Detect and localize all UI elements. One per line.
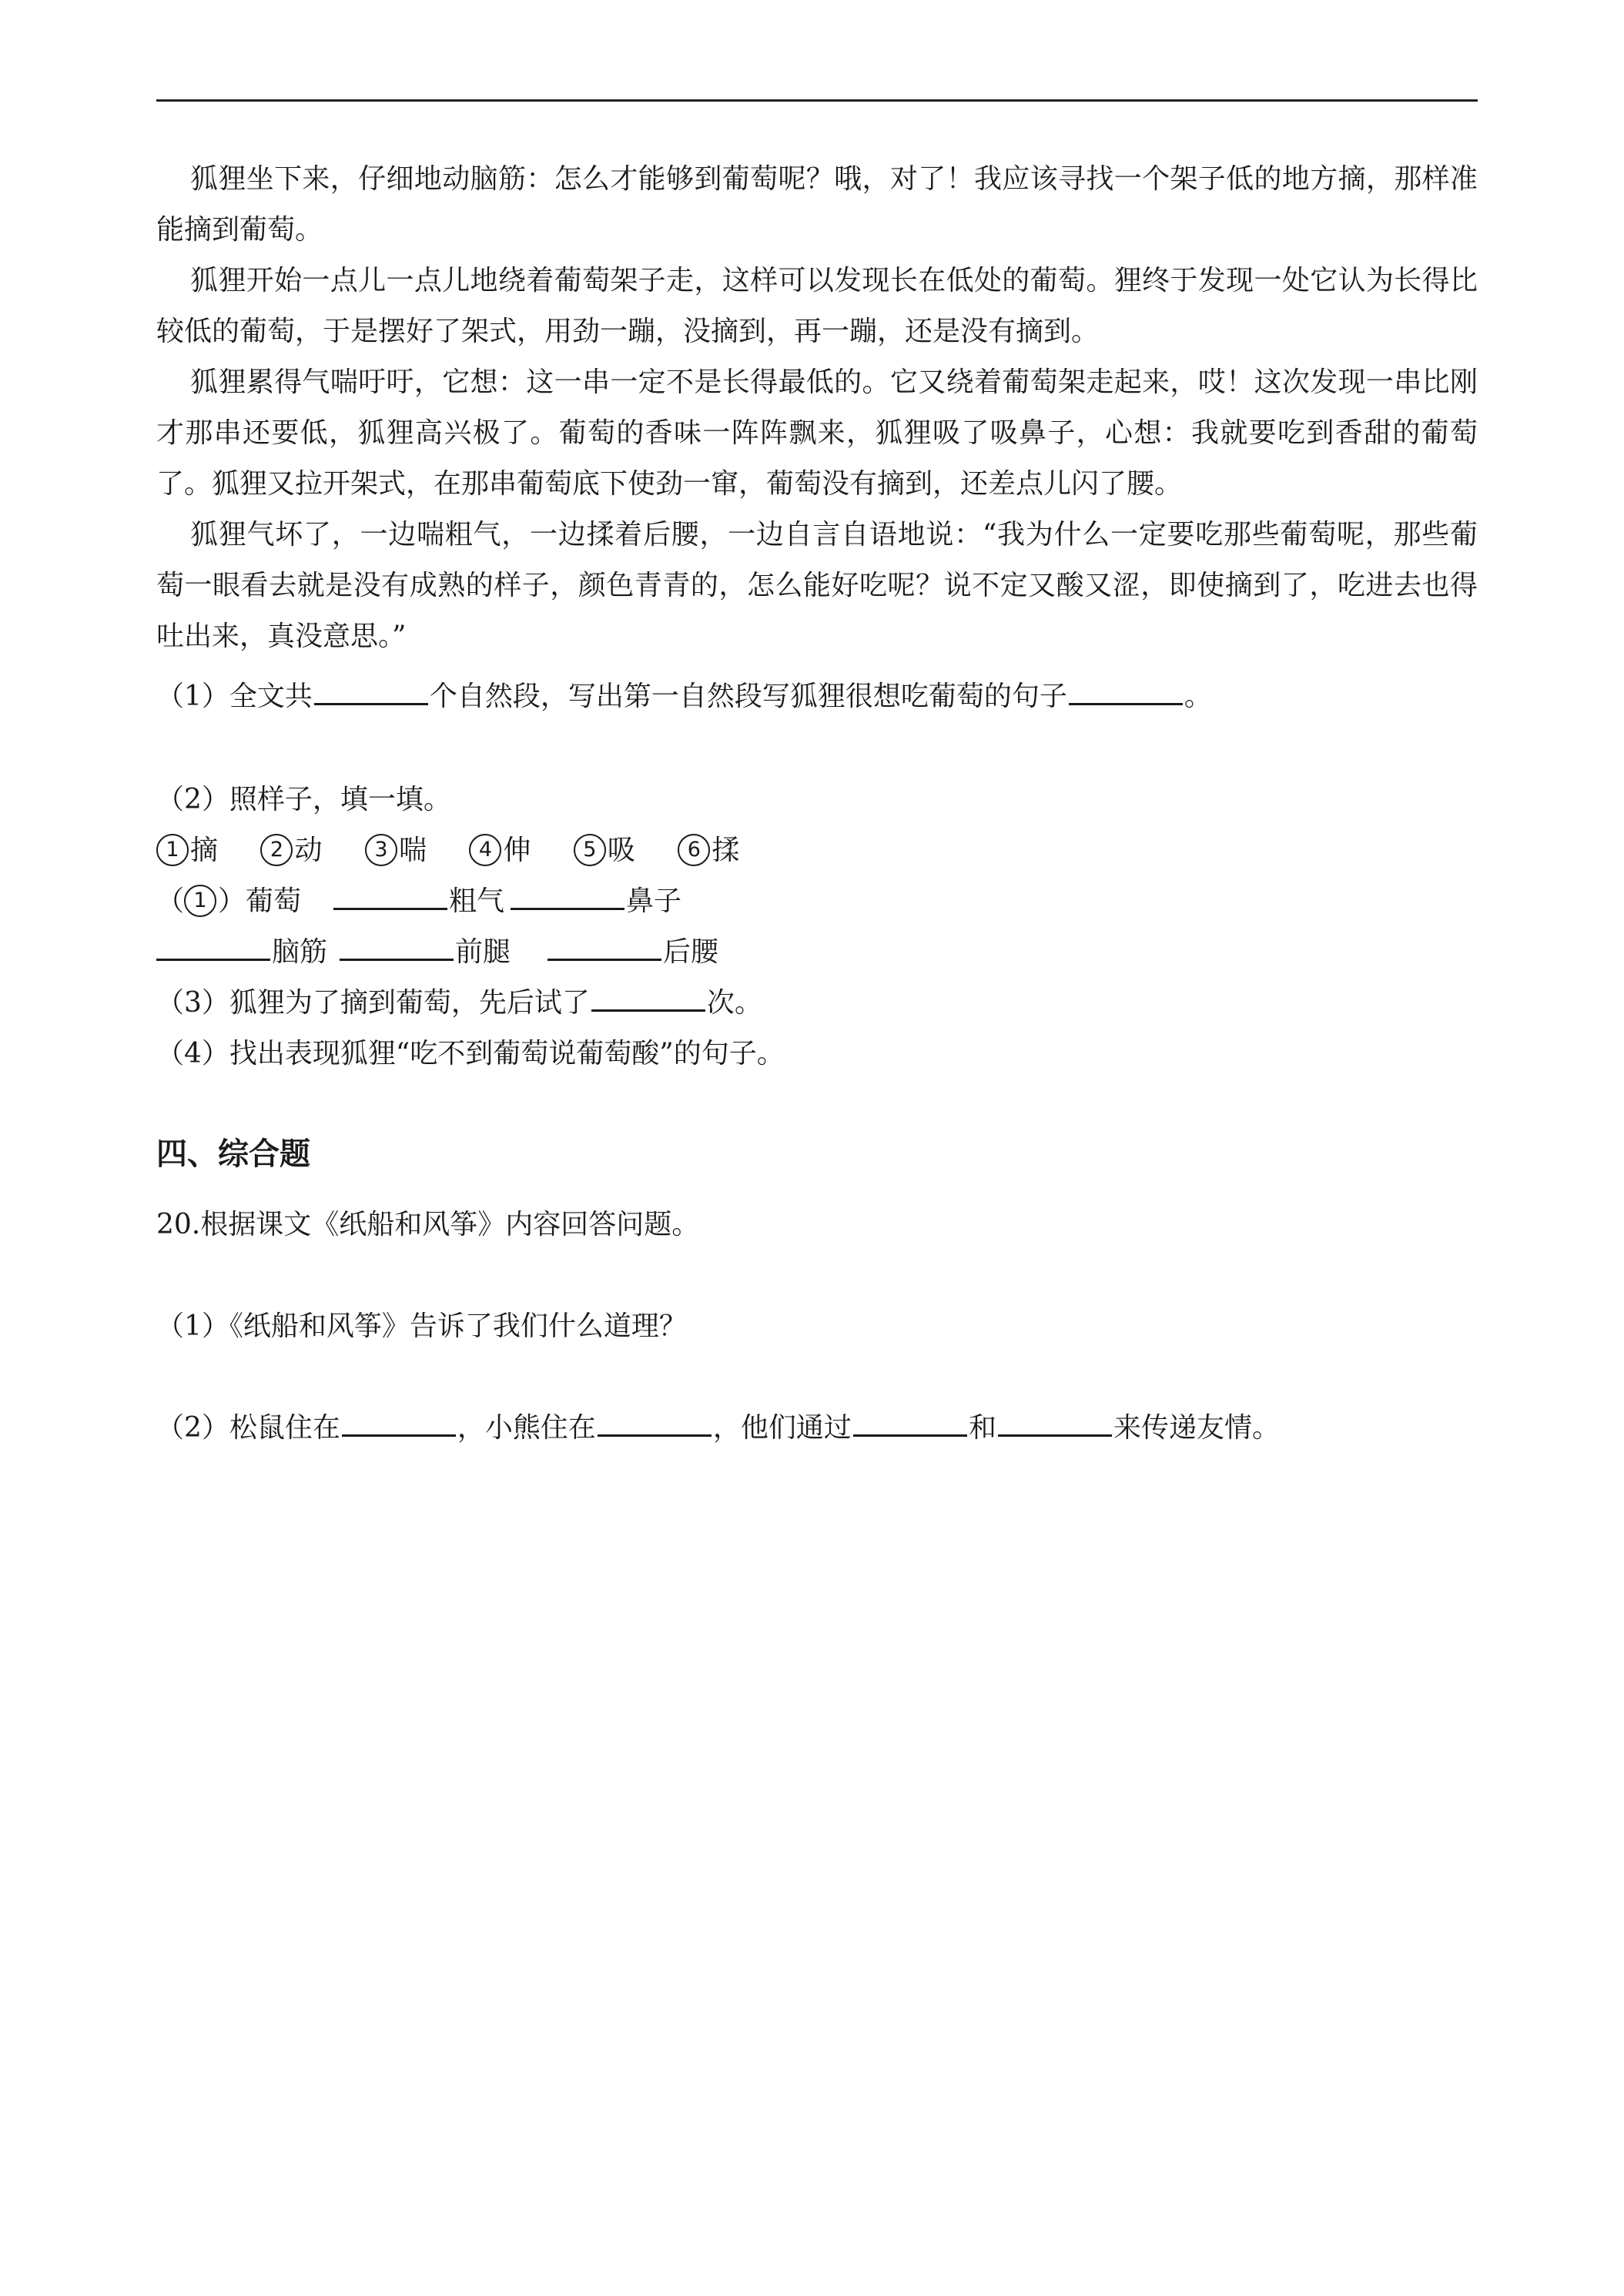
fill-pair-nose: 鼻子	[509, 876, 681, 927]
answer-blank-means-2[interactable]	[998, 1405, 1112, 1437]
question-20-part-2: （2）松鼠住在 ，小熊住在 ，他们通过 和 来传递友情。	[156, 1403, 1280, 1454]
question-4-label: （4）找出表现狐狸“吃不到葡萄说葡萄酸”的句子。	[156, 1038, 785, 1069]
question-1	[156, 671, 1212, 722]
section-title: 四、综合题	[156, 1136, 310, 1172]
passage-paragraph-2: 狐狸开始一点儿一点儿地绕着葡萄架子走，这样可以发现长在低处的葡萄。狸终于发现一处它认为长得比较低的葡萄，于是摆好了架式，用劲一蹦，没摘到，再一蹦，还是没有摘到。	[156, 265, 1478, 347]
answer-blank-attempts[interactable]	[591, 980, 705, 1012]
answer-blank-sentence[interactable]	[1069, 674, 1183, 705]
reading-passage	[156, 154, 1478, 662]
header-rule	[156, 99, 1478, 102]
question-3	[156, 978, 762, 1029]
verb-option-5: 5 吸	[574, 825, 635, 876]
question-2-label: （2）照样子，填一填。	[156, 784, 451, 815]
verb-option-1: 1 摘	[156, 825, 218, 876]
question-1-end: 。	[1184, 681, 1212, 712]
fill-pair-back: 后腰	[546, 927, 718, 978]
example-pair: （ 1 ）葡萄	[156, 885, 302, 917]
verb-option-4: 4 伸	[469, 825, 531, 876]
circled-number: 3	[365, 834, 397, 866]
verb-option-3: 3 喘	[365, 825, 427, 876]
passage-paragraph-4: 狐狸气坏了，一边喘粗气，一边揉着后腰，一边自言自语地说：“我为什么一定要吃那些葡萄呢，那些葡萄一眼看去就是没有成熟的样子，颜色青青的，怎么能好吃呢？说不定又酸又涩，即使摘到了，吃进去也得吐出来，真没意思。”	[156, 519, 1478, 652]
circled-number: 4	[469, 834, 501, 866]
question-3-label: （3）狐狸为了摘到葡萄，先后试了	[156, 987, 590, 1019]
circled-number: 5	[574, 834, 606, 866]
question-1-label: （1）全文共	[156, 681, 313, 712]
fill-row-1	[156, 876, 681, 927]
answer-blank-front-legs[interactable]	[340, 929, 454, 961]
answer-blank-bear-home[interactable]	[598, 1405, 712, 1437]
question-2	[156, 775, 451, 825]
question-4	[156, 1029, 785, 1079]
answer-blank-brain[interactable]	[156, 929, 270, 961]
circled-number: 6	[678, 834, 710, 866]
question-1-mid: 个自然段，写出第一自然段写狐狸很想吃葡萄的句子	[429, 681, 1067, 712]
answer-blank-nose[interactable]	[511, 879, 624, 910]
circled-number: 2	[260, 834, 293, 866]
answer-blank-back[interactable]	[547, 929, 661, 961]
verb-options	[156, 825, 773, 876]
circled-number: 1	[184, 885, 216, 917]
verb-option-6: 6 揉	[678, 825, 739, 876]
fill-pair-front-legs: 前腿	[338, 927, 546, 978]
answer-blank-paragraph-count[interactable]	[314, 674, 428, 705]
verb-option-2: 2 动	[260, 825, 322, 876]
fill-row-2	[156, 927, 718, 978]
answer-blank-squirrel-home[interactable]	[342, 1405, 456, 1437]
answer-blank-breath[interactable]	[333, 879, 447, 910]
question-20-part-1: （1）《纸船和风筝》告诉了我们什么道理？	[156, 1310, 687, 1342]
fill-pair-brain: 脑筋	[156, 927, 338, 978]
answer-blank-means-1[interactable]	[853, 1405, 967, 1437]
question-20-stem: 20.根据课文《纸船和风筝》内容回答问题。	[156, 1209, 700, 1240]
passage-paragraph-3: 狐狸累得气喘吁吁，它想：这一串一定不是长得最低的。它又绕着葡萄架走起来，哎！这次发现一串比刚才那串还要低，狐狸高兴极了。葡萄的香味一阵阵飘来，狐狸吸了吸鼻子，心想：我就要吃到香甜的葡萄了。狐狸又拉开架式，在那串葡萄底下使劲一窜，葡萄没有摘到，还差点儿闪了腰。	[156, 366, 1478, 500]
fill-pair-breath: 粗气	[332, 876, 509, 927]
question-3-end: 次。	[706, 987, 762, 1019]
circled-number: 1	[156, 834, 189, 866]
passage-paragraph-1: 狐狸坐下来，仔细地动脑筋：怎么才能够到葡萄呢？哦，对了！我应该寻找一个架子低的地方摘，那样准能摘到葡萄。	[156, 163, 1478, 246]
